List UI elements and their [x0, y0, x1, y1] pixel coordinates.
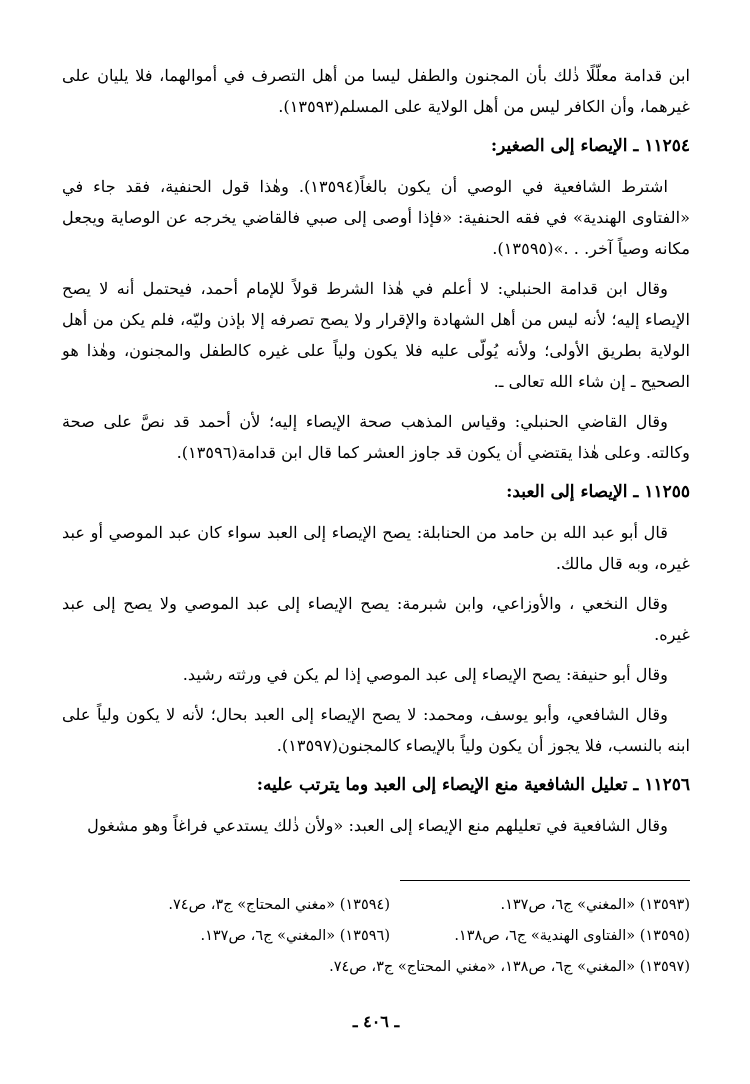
page-body [62, 60, 690, 1060]
footnote-divider [400, 880, 690, 881]
footnote-row [62, 890, 690, 921]
footnote-row [62, 952, 690, 983]
footnote: (١٣٥٩٥) «الفتاوى الهندية» ج٦، ص١٣٨. [454, 928, 690, 944]
paragraph: وقال القاضي الحنبلي: وقياس المذهب صحة الإيصاء إليه؛ لأن أحمد قد نصَّ على صحة وكالته. وعلى هٰذا يقتضي أن يكون قد جاوز العشر كما قال ابن قدامة(١٣٥٩٦). [62, 412, 690, 462]
paragraph: وقال الشافعية في تعليلهم منع الإيصاء إلى العبد: «ولأن ذٰلك يستدعي فراغاً وهو مشغول [87, 816, 668, 835]
page-number: ـ ٤٠٦ ـ [352, 1012, 400, 1031]
section-heading: ١١٢٥٦ ـ تعليل الشافعية منع الإيصاء إلى العبد وما يترتب عليه: [256, 775, 690, 795]
footnotes [62, 890, 690, 983]
footnote: (١٣٥٩٣) «المغني» ج٦، ص١٣٧. [500, 897, 690, 913]
section-heading: ١١٢٥٤ ـ الإيصاء إلى الصغير: [490, 136, 690, 156]
paragraph: اشترط الشافعية في الوصي أن يكون بالغاً(١٣٥٩٤). وهٰذا قول الحنفية، فقد جاء في «الفتاوى الهندية» في فقه الحنفية: «فإذا أوصى إلى صبي فالقاضي يخرجه عن الوصاية ويجعل مكانه وصياً آخر. . .»(١٣٥٩٥). [62, 177, 690, 258]
paragraph: وقال الشافعي، وأبو يوسف، ومحمد: لا يصح الإيصاء إلى العبد بحال؛ لأنه لا يكون ولياً على ابنه بالنسب، فلا يجوز أن يكون ولياً بالإيصاء كالمجنون(١٣٥٩٧). [62, 705, 690, 755]
footnote: (١٣٥٩٧) «المغني» ج٦، ص١٣٨، «مغني المحتاج» ج٣، ص٧٤. [329, 959, 690, 975]
paragraph: وقال النخعي ، والأوزاعي، وابن شبرمة: يصح الإيصاء إلى عبد الموصي ولا يصح إلى عبد غيره. [62, 594, 690, 644]
footnote: (١٣٥٩٦) «المغني» ج٦، ص١٣٧. [200, 928, 390, 944]
footnote: (١٣٥٩٤) «مغني المحتاج» ج٣، ص٧٤. [168, 897, 390, 913]
paragraph: وقال ابن قدامة الحنبلي: لا أعلم في هٰذا الشرط قولاً للإمام أحمد، فيحتمل أنه لا يصح الإيصاء إليه؛ لأنه ليس من أهل الشهادة والإقرار ولا يصح تصرفه إلا بإذن وليّه، فلم يكن من أهل الولاية بطريق الأولى؛ ولأنه يُولّى عليه فلا يكون ولياً على غيره كالطفل والمجنون، وهٰذا هو الصحيح ـ إن شاء الله تعالى ـ. [62, 279, 690, 391]
paragraph: ابن قدامة معلّلًا ذٰلك بأن المجنون والطفل ليسا من أهل التصرف في أموالهما، فلا يليان على غيرهما، وأن الكافر ليس من أهل الولاية على المسلم(١٣٥٩٣). [62, 66, 690, 116]
paragraph: قال أبو عبد الله بن حامد من الحنابلة: يصح الإيصاء إلى العبد سواء كان عبد الموصي أو عبد غيره، وبه قال مالك. [62, 523, 690, 573]
paragraph: وقال أبو حنيفة: يصح الإيصاء إلى عبد الموصي إذا لم يكن في ورثته رشيد. [182, 665, 668, 684]
footnote-row [62, 921, 690, 952]
section-heading: ١١٢٥٥ ـ الإيصاء إلى العبد: [506, 482, 690, 502]
